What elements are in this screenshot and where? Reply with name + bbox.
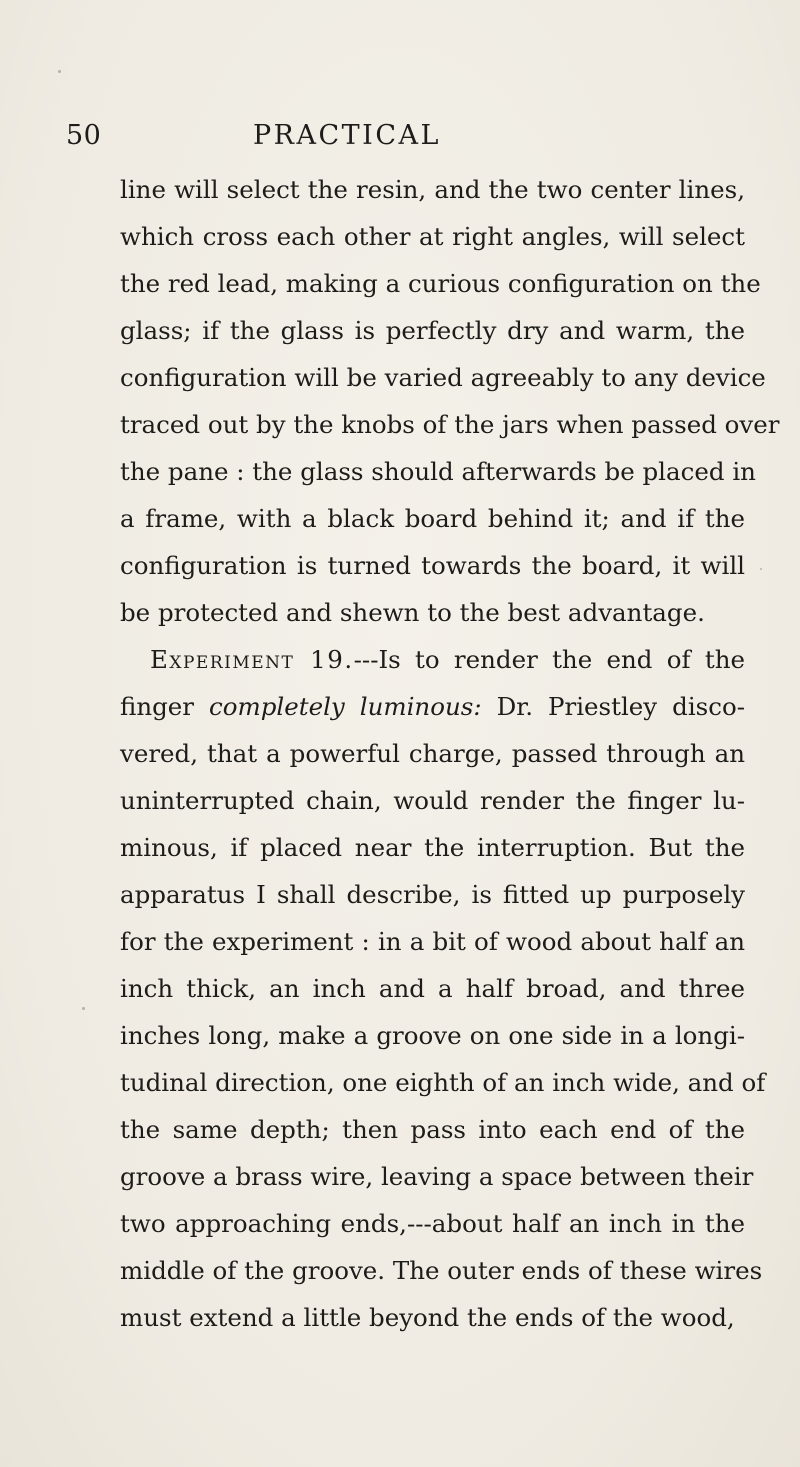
text-line: the red lead, making a curious configuration on the [120,269,761,298]
text-line: glass; if the glass is perfectly dry and warm, the [120,316,745,345]
text-segment: Dr. Priestley disco- [481,692,745,721]
text-line: the pane : the glass should afterwards be placed in [120,457,756,486]
text-line: two approaching ends,---about half an inch in the [120,1209,745,1238]
experiment-text: ---Is to render the end of the [353,645,745,674]
text-segment: finger [120,692,210,721]
text-line: a frame, with a black board behind it; and if the [120,504,745,533]
running-head: PRACTICAL [253,120,441,151]
paper-speck [82,1007,85,1010]
text-line: inches long, make a groove on one side in a longi- [120,1021,745,1050]
text-line: configuration will be varied agreeably to any device [120,363,766,392]
paper-speck [58,70,61,73]
text-line [120,687,745,727]
text-line: be protected and shewn to the best advantage. [120,598,705,627]
text-line: the same depth; then pass into each end of the [120,1115,745,1144]
text-line: middle of the groove. The outer ends of these wires [120,1256,763,1285]
text-line: groove a brass wire, leaving a space between their [120,1162,754,1191]
text-line: inch thick, an inch and a half broad, and three [120,974,745,1003]
text-line: configuration is turned towards the board, it will [120,551,745,580]
text-line: line will select the resin, and the two center lines, [120,175,745,204]
text-line: traced out by the knobs of the jars when passed over [120,410,780,439]
text-line: which cross each other at right angles, will select [120,222,745,251]
italic-phrase: completely luminous: [209,692,482,721]
experiment-line [150,640,745,680]
page-number: 50 [66,120,102,151]
text-line: uninterrupted chain, would render the finger lu- [120,786,745,815]
text-line: tudinal direction, one eighth of an inch wide, and of [120,1068,766,1097]
experiment-heading: Experiment 19. [150,645,354,674]
paper-speck [760,568,762,570]
text-line: for the experiment : in a bit of wood about half an [120,927,745,956]
text-line: apparatus I shall describe, is fitted up purposely [120,880,745,909]
text-line: minous, if placed near the interruption. But the [120,833,745,862]
text-line: must extend a little beyond the ends of the wood, [120,1303,735,1332]
text-line: vered, that a powerful charge, passed through an [120,739,745,768]
